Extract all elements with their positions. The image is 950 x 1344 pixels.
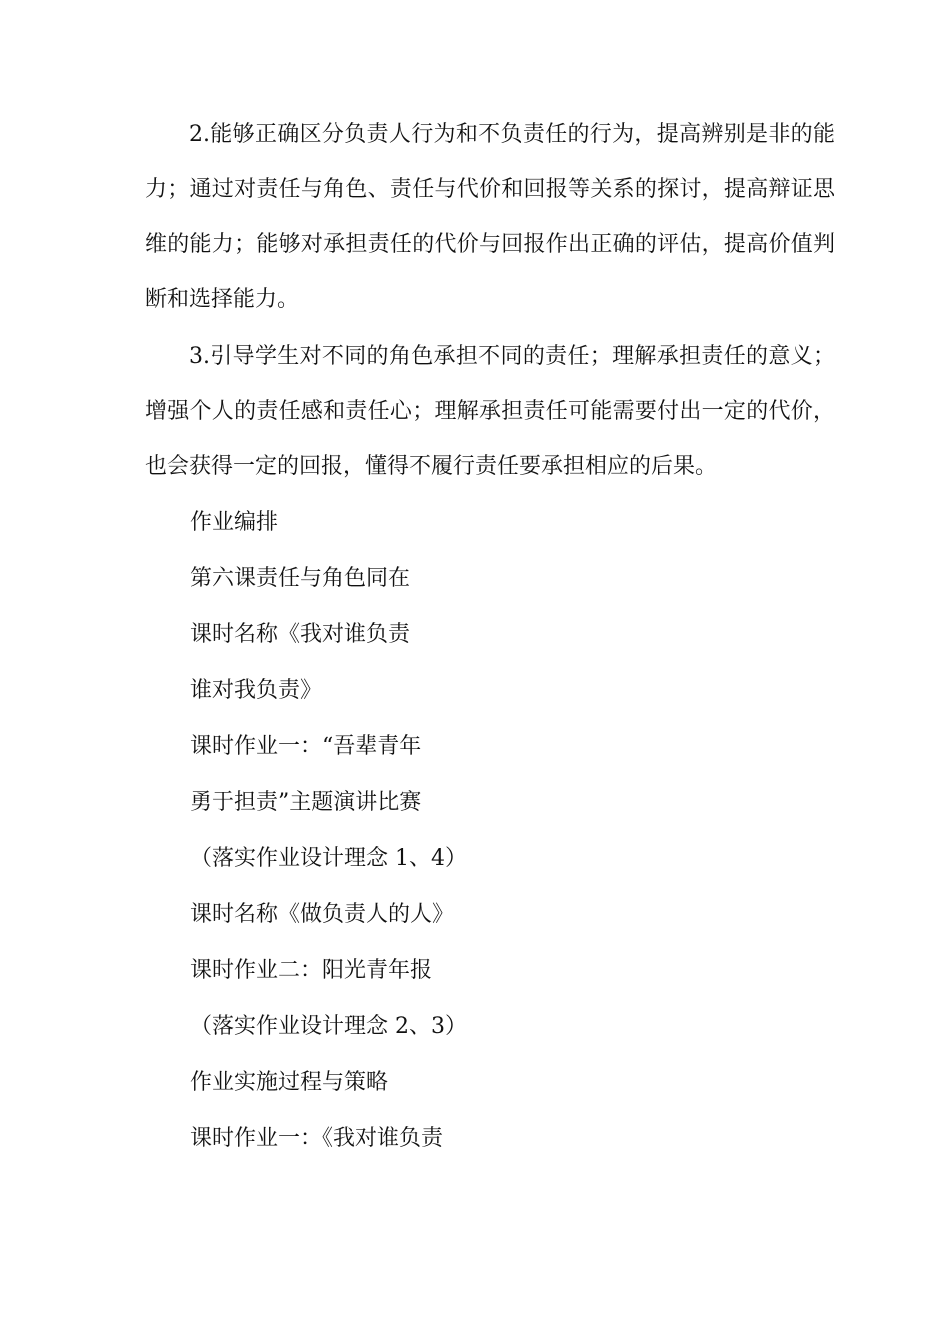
period-homework-2: 课时作业二：阳光青年报	[190, 958, 433, 983]
paragraph-objective-3: 3.引导学生对不同的角色承担不同的责任；理解承担责任的意义；增强个人的责任感和责任心；理解承担责任可能需要付出一定的代价，也会获得一定的回报，懂得不履行责任要承担相应的后果。	[145, 344, 835, 479]
lesson-title: 第六课责任与角色同在	[190, 566, 411, 591]
heading-implementation: 作业实施过程与策略	[190, 1070, 389, 1095]
period-name-1-cont: 谁对我负责》	[190, 678, 323, 703]
design-concept-note-2: （落实作业设计理念 2、3）	[190, 1014, 467, 1039]
period-name-1: 课时名称《我对谁负责	[190, 622, 411, 647]
period-name-2: 课时名称《做负责人的人》	[190, 902, 455, 927]
implementation-homework-1: 课时作业一：《我对谁负责	[190, 1126, 444, 1151]
period-homework-1-cont: 勇于担责”主题演讲比赛	[190, 790, 422, 815]
paragraph-objective-2: 2.能够正确区分负责人行为和不负责任的行为，提高辨别是非的能力；通过对责任与角色、责任与代价和回报等关系的探讨，提高辩证思维的能力；能够对承担责任的代价与回报作出正确的评估，提高价值判断和选择能力。	[145, 122, 835, 312]
heading-homework-arrangement: 作业编排	[190, 510, 279, 535]
design-concept-note-1: （落实作业设计理念 1、4）	[190, 846, 467, 871]
period-homework-1: 课时作业一：“吾辈青年	[190, 734, 422, 759]
